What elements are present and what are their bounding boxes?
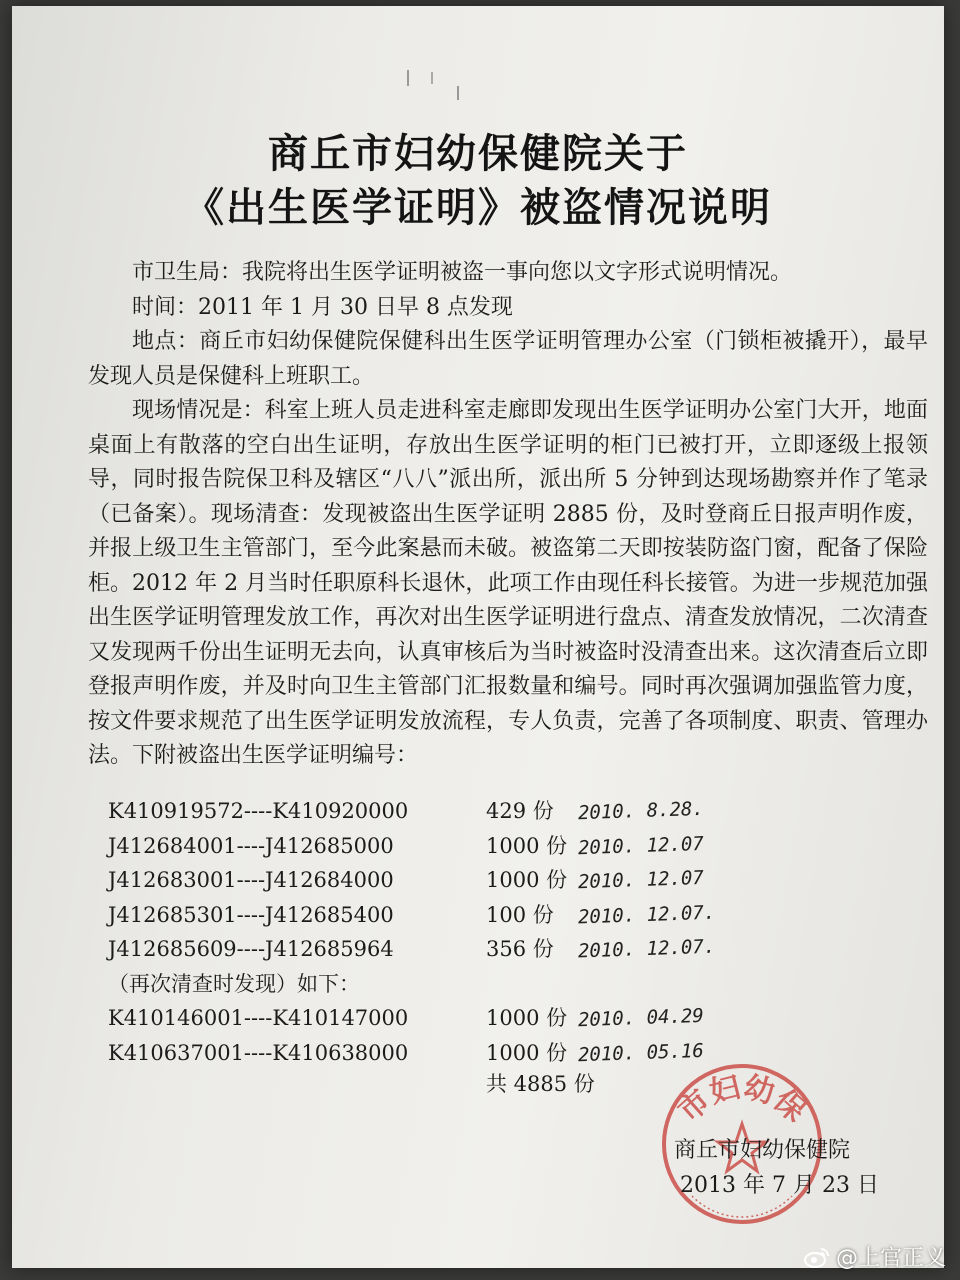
handwritten-date: 2010. 12.07 (577, 832, 705, 859)
handwritten-date: 2010. 8.28. (577, 797, 705, 825)
list-item (108, 794, 748, 829)
pencil-marks (402, 66, 482, 106)
handwritten-date: 2010. 12.07. (577, 901, 716, 928)
number-range: J412683001----J412684000 (108, 868, 394, 892)
handwritten-date: 2010. 12.07. (577, 935, 716, 963)
signature-date: 2013 年 7 月 23 日 (680, 1173, 879, 1198)
number-range: K410146001----K410147000 (108, 1006, 409, 1030)
document-title-line1: 商丘市妇幼保健院关于 (268, 130, 688, 177)
situation-paragraph: 现场情况是：科室上班人员走进科室走廊即发现出生医学证明办公室门大开，地面桌面上有散落的空白出生证明，存放出生医学证明的柜门已被打开，立即逐级上报领导，同时报告院保卫科及辖区“八八”派出所，派出所 5 分钟到达现场勘察并作了笔录（已备案）。现场清查：发现被盗出生医学证明 2885 份，及时登商丘日报声明作废，并报上级卫生主管部门，至今此案悬而未破。被盗第二天即按装防盗门窗，配备了保险柜。2012 年 2 月当时任职原科长退休，此项工作由现任科长接管。为进一步规范加强出生医学证明管理发放工作，再次对出生医学证明进行盘点、清查发放情况，二次清查又发现两千份出生证明无去向，认真审核后为当时被盗时没清查出来。这次清查后立即登报声明作废，并及时向卫生主管部门汇报数量和编号。同时再次强调加强监管力度，按文件要求规范了出生医学证明发放流程，专人负责，完善了各项制度、职责、管理办法。下附被盗出生医学证明编号： (88, 398, 928, 768)
list-item (108, 1001, 748, 1036)
stolen-number-list (108, 794, 748, 1070)
quantity: 1000 份 (486, 868, 568, 892)
list-item (108, 829, 748, 864)
weibo-icon (804, 1246, 830, 1268)
number-range: K410637001----K410638000 (108, 1040, 409, 1065)
quantity: 100 份 (486, 902, 554, 927)
number-range: J412685609----J412685964 (108, 937, 394, 961)
list-item (108, 898, 748, 933)
list-item (108, 932, 748, 967)
number-range: K410919572----K410920000 (108, 799, 409, 823)
document-body (88, 256, 928, 774)
quantity: 429 份 (486, 799, 554, 823)
recheck-label: （再次清查时发现）如下： (108, 971, 360, 996)
location-paragraph: 地点：商丘市妇幼保健院保健科出生医学证明管理办公室（门锁柜被撬开），最早发现人员是保健科上班职工。 (88, 329, 928, 389)
handwritten-date: 2010. 05.16 (577, 1039, 705, 1066)
number-range: J412685301----J412685400 (108, 902, 394, 927)
quantity: 1000 份 (486, 833, 568, 858)
document-title-line2: 《出生医学证明》被盗情况说明 (184, 184, 772, 231)
time-paragraph: 时间：2011 年 1 月 30 日早 8 点发现 (132, 294, 513, 320)
watermark-text: @上官正义 (835, 1246, 946, 1271)
seal-text: 市妇幼保 (671, 1069, 813, 1130)
list-item (108, 863, 748, 898)
weibo-watermark (804, 1241, 946, 1272)
number-range: J412684001----J412685000 (108, 833, 394, 858)
total-count: 共 4885 份 (486, 1072, 595, 1096)
signature-organization: 商丘市妇幼保健院 (674, 1138, 851, 1163)
salutation-paragraph: 市卫生局：我院将出生医学证明被盗一事向您以文字形式说明情况。 (132, 260, 793, 285)
handwritten-date: 2010. 12.07 (577, 866, 705, 894)
quantity: 1000 份 (486, 1006, 568, 1030)
quantity: 356 份 (486, 937, 554, 961)
document-paper (12, 6, 944, 1268)
handwritten-date: 2010. 04.29 (577, 1004, 705, 1032)
quantity: 1000 份 (486, 1040, 568, 1065)
recheck-label-row (108, 967, 748, 1002)
